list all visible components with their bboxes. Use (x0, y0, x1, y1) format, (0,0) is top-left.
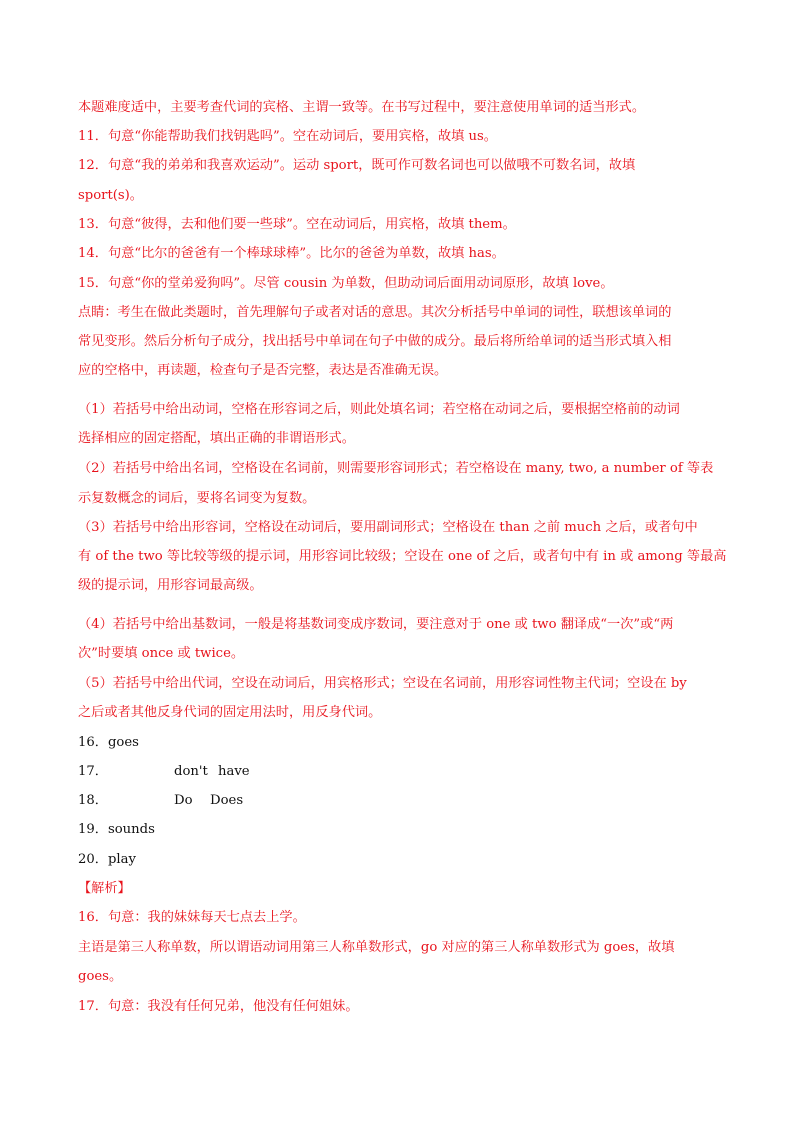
answer-20: 20．play (78, 852, 136, 867)
rule2-line2: 示复数概念的词后，要将名词变为复数。 (78, 491, 316, 506)
tip-line1: 点睛：考生在做此类题时，首先理解句子或者对话的意思。其次分析括号中单词的词性，联想该单词的 (78, 305, 672, 320)
rule4-line1: （4）若括号中给出基数词，一般是将基数词变成序数词，要注意对于 one 或 two 翻译成“一次”或“两 (78, 617, 674, 632)
tip-line2: 常见变形。然后分析句子成分，找出括号中单词在句子中做的成分。最后将所给单词的适当形式填入相 (78, 334, 672, 349)
answer-17-blank2: have (218, 764, 250, 779)
explanation-q11: 11．句意“你能帮助我们找钥匙吗”。空在动词后，要用宾格，故填 us。 (78, 129, 497, 144)
rule2-line1: （2）若括号中给出名词，空格设在名词前，则需要形容词形式；若空格设在 many, two, a number of 等表 (78, 461, 714, 476)
explanation-intro: 本题难度适中，主要考查代词的宾格、主谓一致等。在书写过程中，要注意使用单词的适当形式。 (78, 100, 646, 115)
tip-line3: 应的空格中，再读题，检查句子是否完整，表达是否准确无误。 (78, 363, 448, 378)
explanation-q14: 14．句意“比尔的爸爸有一个棒球球棒”。比尔的爸爸为单数，故填 has。 (78, 246, 505, 261)
answer-19: 19．sounds (78, 822, 155, 837)
explanation-q12-line1: 12．句意“我的弟弟和我喜欢运动”。运动 sport，既可作可数名词也可以做哦不可数名词，故填 (78, 158, 636, 173)
explanation-q12-line2: sport(s)。 (78, 188, 143, 203)
rule1-line1: （1）若括号中给出动词，空格在形容词之后，则此处填名词；若空格在动词之后，要根据空格前的动词 (78, 402, 680, 417)
rule4-line2: 次”时要填 once 或 twice。 (78, 646, 245, 661)
analysis-q17-meaning: 17．句意：我没有任何兄弟，他没有任何姐妹。 (78, 999, 359, 1014)
answer-18-blank2: Does (210, 793, 244, 808)
rule3-line1: （3）若括号中给出形容词，空格设在动词后，要用副词形式；空格设在 than 之前 much 之后，或者句中 (78, 520, 698, 535)
explanation-q13: 13．句意“彼得，去和他们要一些球”。空在动词后，用宾格，故填 them。 (78, 217, 516, 232)
answer-17 (78, 762, 728, 782)
analysis-q16-reason-line2: goes。 (78, 969, 123, 984)
rule5-line1: （5）若括号中给出代词，空设在动词后，用宾格形式；空设在名词前，用形容词性物主代词；空设在 by (78, 676, 687, 691)
answer-18-number: 18． (78, 793, 108, 808)
analysis-heading: 【解析】 (78, 881, 131, 896)
answer-17-blank1: don't (174, 764, 208, 779)
rule5-line2: 之后或者其他反身代词的固定用法时，用反身代词。 (78, 705, 382, 720)
answer-16: 16．goes (78, 735, 139, 750)
answer-18-blank1: Do (174, 793, 193, 808)
explanation-q15: 15．句意“你的堂弟爱狗吗”。尽管 cousin 为单数，但助动词后面用动词原形，故填 love。 (78, 276, 614, 291)
rule3-line3: 级的提示词，用形容词最高级。 (78, 578, 263, 593)
answer-18 (78, 791, 728, 811)
rule3-line2: 有 of the two 等比较等级的提示词，用形容词比较级；空设在 one of 之后，或者句中有 in 或 among 等最高 (78, 549, 727, 564)
rule1-line2: 选择相应的固定搭配，填出正确的非谓语形式。 (78, 431, 355, 446)
answer-17-number: 17． (78, 764, 108, 779)
analysis-q16-reason-line1: 主语是第三人称单数，所以谓语动词用第三人称单数形式，go 对应的第三人称单数形式为 goes，故填 (78, 940, 675, 955)
analysis-q16-meaning: 16．句意：我的妹妹每天七点去上学。 (78, 910, 306, 925)
